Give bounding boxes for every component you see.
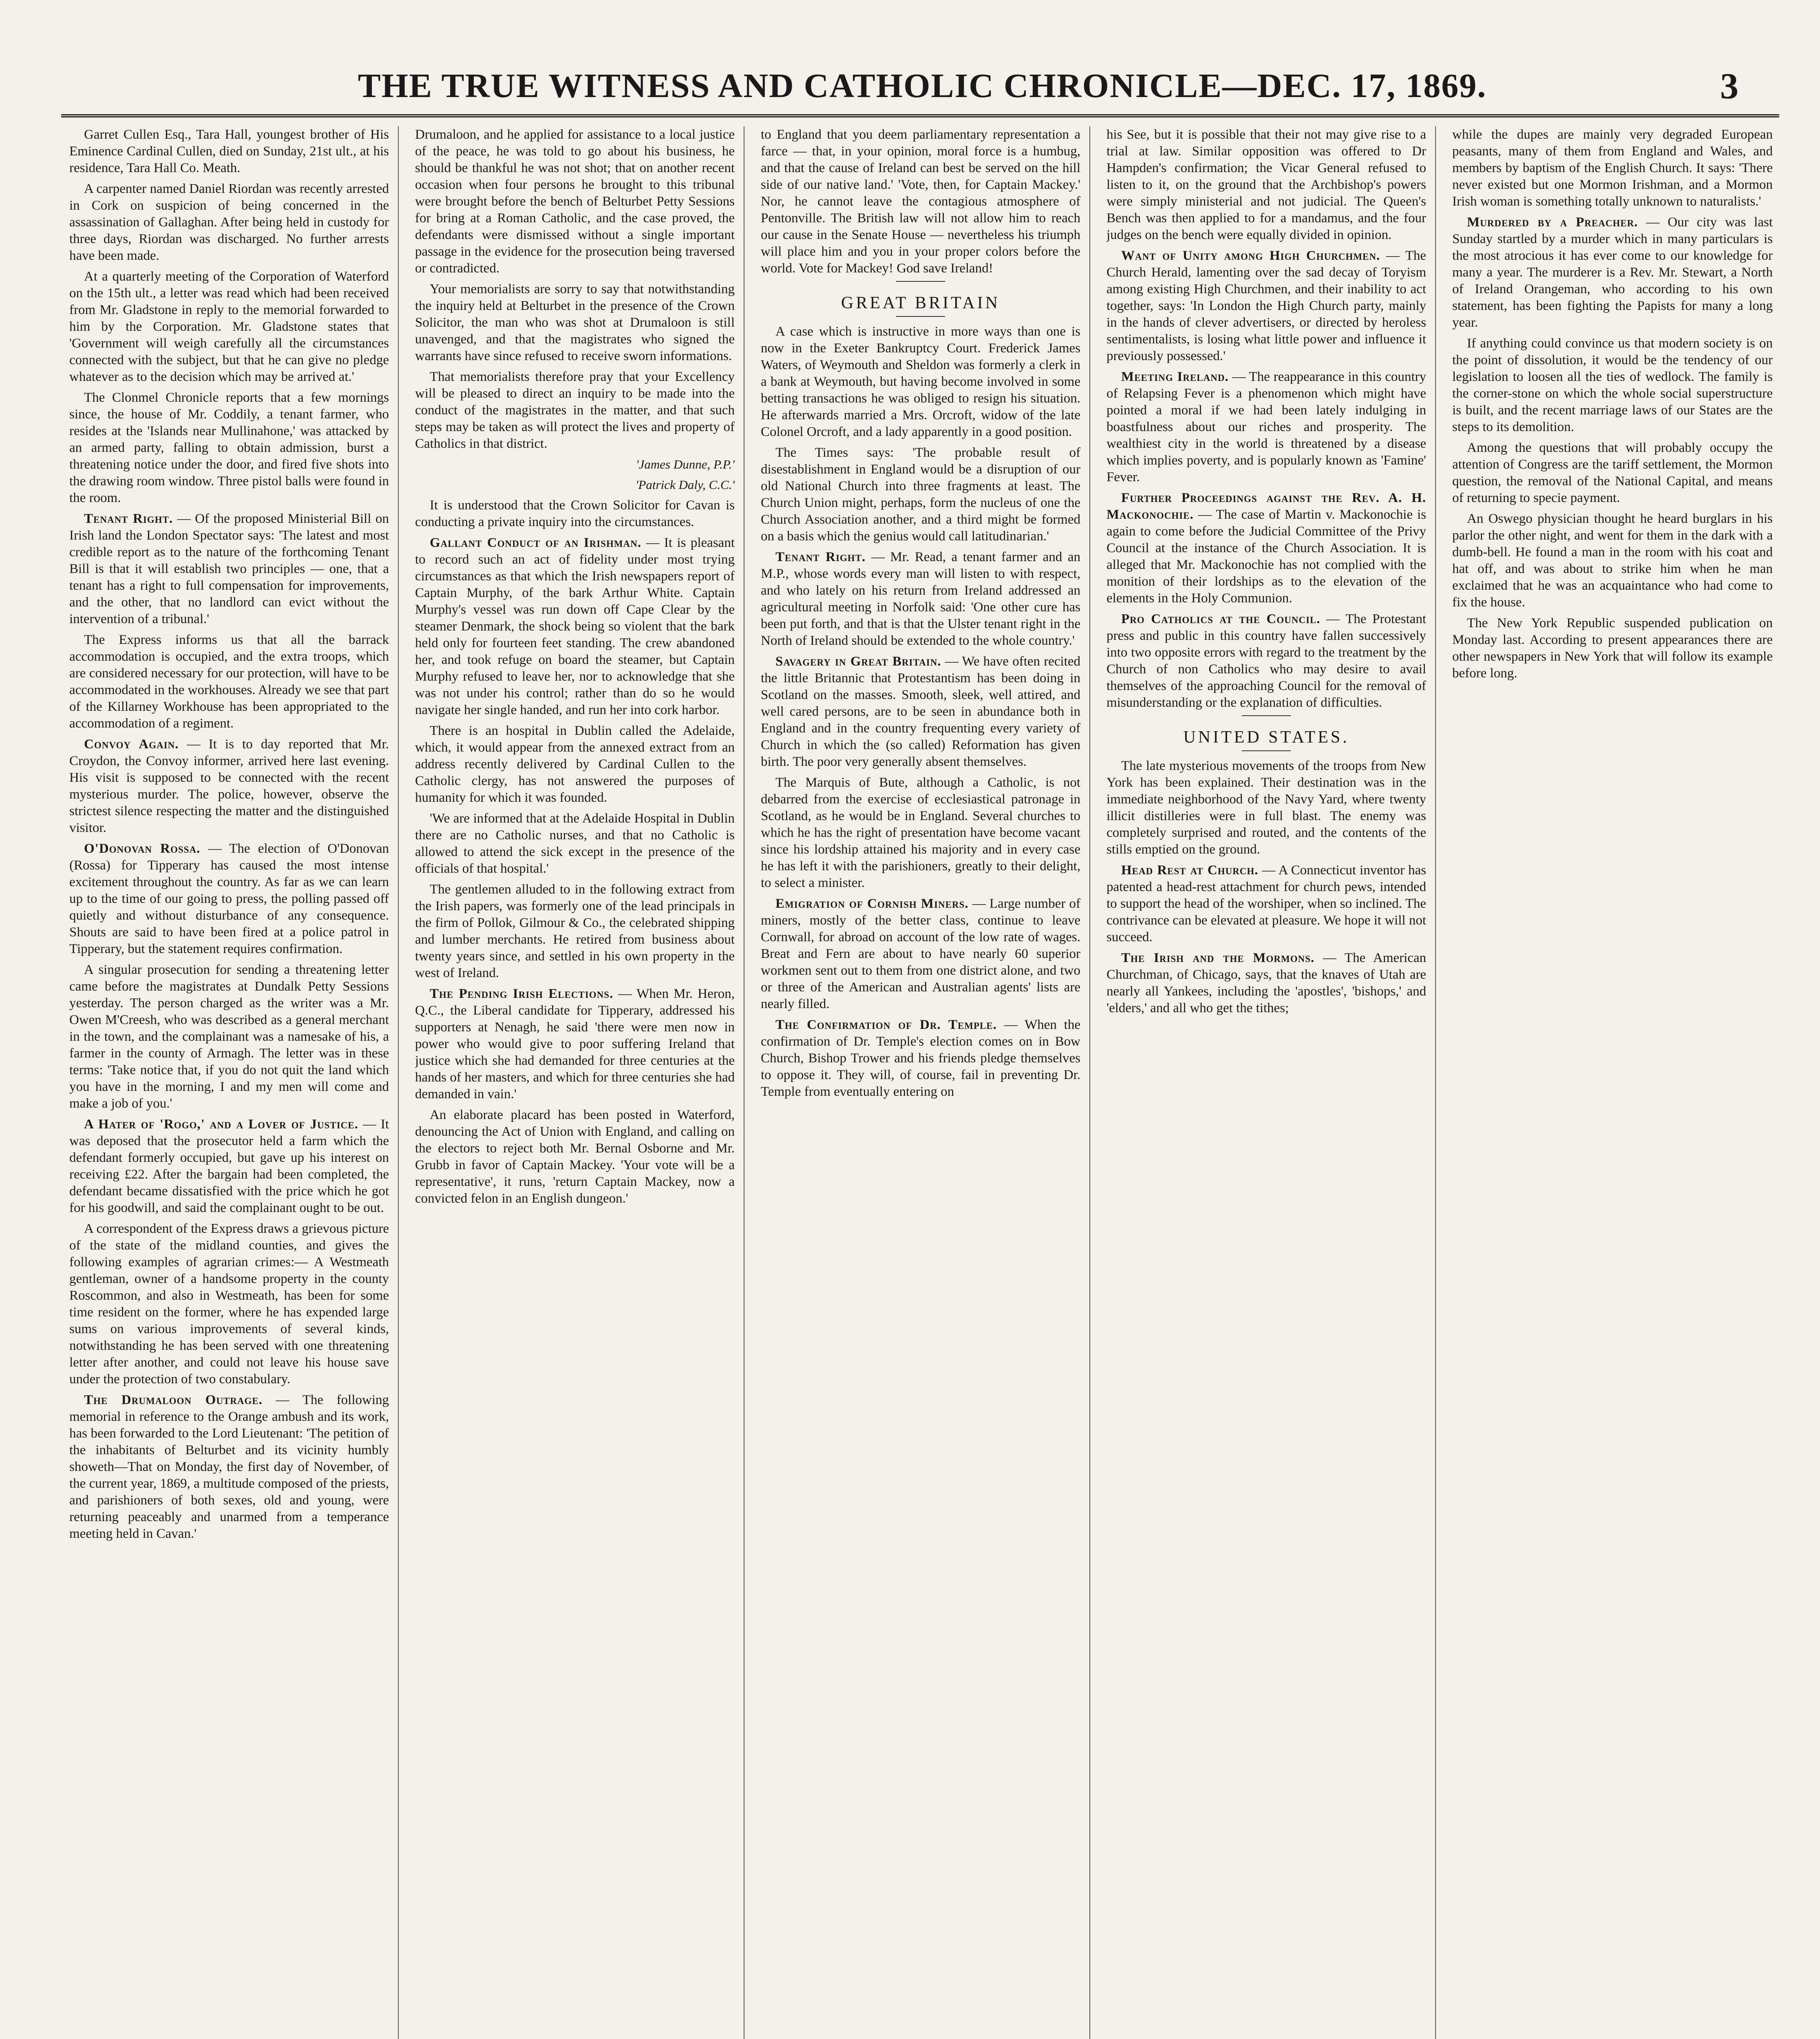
- paragraph: Want of Unity among High Churchmen. — The Church Herald, lamenting over the sad decay of Toryism among existing High Churchmen, and their inability to act together, says: 'In London the High Church party, mainly in the hands of clever advertisers, or directed by heroless sentimentalists, is losing what little power and influence it previously possessed.': [1107, 248, 1426, 363]
- paragraph-body: When the confirmation of Dr. Temple's election comes on in Bow Church, Bishop Trower and his friends pledge themselves to oppose it. They will, of course, fail in preventing Dr. Temple from eventually entering on: [761, 1017, 1081, 1099]
- paragraph: At a quarterly meeting of the Corporation of Waterford on the 15th ult., a letter was read which had been received from Mr. Gladstone in reply to the memorial forwarded to him by the Corporation. Mr. Gladstone states that 'Government will weigh carefully all the circumstances connected with the subject, but that he can give no pledge whatever as to the decision which may be arrived at.': [69, 269, 389, 384]
- paragraph: Savagery in Great Britain. — We have often recited the little Britannic that Protestantism has been doing in Scotland on the masses. Smooth, sleek, well attired, and well cared persons, are to be seen in abundance both in England and in the country frequenting every variety of Church in which the (so called) Reformation has given birth. The poor very generally absent themselves.: [761, 654, 1080, 769]
- paragraph-body: We have often recited the little Britannic that Protestantism has been doing in Scotland on the masses. Smooth, sleek, well attired, and well cared persons, are to be seen in abundance both in England and in the country frequenting every variety of Church in which the (so called) Reformation has given birth. The poor very generally absent themselves.: [761, 654, 1080, 769]
- paragraph-body: When Mr. Heron, Q.C., the Liberal candidate for Tipperary, addressed his supporters at Nenagh, he said 'there were men now in power who would give to poor suffering Ireland that justice which she had demanded for three centuries at the hands of her masters, and which for three centuries she had demanded in vain.': [415, 986, 735, 1101]
- paragraph: The late mysterious movements of the troops from New York has been explained. Their destination was in the immediate neighborhood of the Navy Yard, where twenty illicit distilleries were in full blast. The enemy was completely surprised and routed, and the contents of the stills emptied on the ground.: [1107, 759, 1426, 857]
- paragraph-body: It is to day reported that Mr. Croydon, the Convoy informer, arrived here last evening. His visit is supposed to be connected with the recent mysterious murder. The police, however, observe the strictest silence respecting the matter and the distinguished visitor.: [69, 737, 389, 835]
- paragraph-body: The following memorial in reference to the Orange ambush and its work, has been forwarded to the Lord Lieutenant: 'The petition of the inhabitants of Belturbet and its vicinity humbly showeth—That on Monday, the first day of November, of the current year, 1869, a multitude composed of the priests, and parishioners of both sexes, old and young, were returning peaceably and unarmed from a temperance meeting held in Cavan.': [69, 1393, 389, 1541]
- section-divider: [896, 316, 945, 317]
- signature: 'Patrick Daly, C.C.': [635, 478, 735, 492]
- paragraph: A carpenter named Daniel Riordan was recently arrested in Cork on suspicion of being concerned in the assassination of Gallaghan. After being held in custody for three days, Riordan was discharged. No further arrests have been made.: [69, 181, 389, 263]
- paragraph-lead: The Drumaloon Outrage.: [84, 1393, 263, 1407]
- paragraph-lead: Savagery in Great Britain.: [775, 654, 941, 669]
- paragraph: The Drumaloon Outrage. — The following memorial in reference to the Orange ambush and its work, has been forwarded to the Lord Lieutenant: 'The petition of the inhabitants of Belturbet and its vicinity humbly showeth—That on Monday, the first day of November, of the current year, 1869, a multitude composed of the priests, and parishioners of both sexes, old and young, were returning peaceably and unarmed from a temperance meeting held in Cavan.': [69, 1393, 389, 1541]
- paragraph-lead: The Irish and the Mormons.: [1121, 951, 1315, 965]
- paragraph: his See, but it is possible that their not may give rise to a trial at law. Similar opposition was offered to Dr Hampden's confirmation; the Vicar General refused to listen to it, on the ground that the Archbishop's powers were simply ministerial and not judicial. The Queen's Bench was then applied to for a mandamus, and the four judges on the bench were equally divided in opinion.: [1107, 127, 1426, 242]
- paragraph-lead: Tenant Right.: [84, 511, 173, 526]
- paragraph: Tenant Right. — Of the proposed Ministerial Bill on Irish land the London Spectator says: 'The latest and most credible report as to the nature of the forthcoming Tenant Bill is that it will establish two principles — one, that a tenant has a right to full compensation for improvements, and the other, that no landlord can evict without the intervention of a tribunal.': [69, 511, 389, 626]
- paragraph: Meeting Ireland. — The reappearance in this country of Relapsing Fever is a phenomenon which might have pointed a moral if we had been lately indulging in boastfulness about our riches and prosperity. The wealthiest city in the world is threatened by a disease which implies poverty, and is popularly known as 'Famine' Fever.: [1107, 369, 1426, 484]
- paragraph: Head Rest at Church. — A Connecticut inventor has patented a head-rest attachment for church pews, intended to support the head of the worshiper, when so inclined. The contrivance can be elevated at pleasure. We hope it will not succeed.: [1107, 863, 1426, 944]
- paragraph: Emigration of Cornish Miners. — Large number of miners, mostly of the better class, continue to leave Cornwall, for abroad on account of the low rate of wages. Breat and Fern are about to have nearly 60 superior workmen sent out to them from one district alone, and two or three of the American and Australian agents' lists are nearly filled.: [761, 896, 1081, 1011]
- paragraph: The Irish and the Mormons. — The American Churchman, of Chicago, says, that the knaves of Utah are nearly all Yankees, including the 'apostles', 'bishops,' and 'elders,' and all who get the tithes;: [1107, 951, 1426, 1015]
- paragraph: to England that you deem parliamentary representation a farce — that, in your opinion, moral force is a humbug, and that the cause of Ireland can best be served on the hill side of our native land.' 'Vote, then, for Captain Mackey.' Nor, he cannot leave the contagious atmosphere of Pentonville. The British law will not allow him to reach our cause in the Senate House — nevertheless his triumph will place him and you in your proper colors before the world. Vote for Mackey! God save Ireland!: [761, 127, 1080, 276]
- paragraph: The Pending Irish Elections. — When Mr. Heron, Q.C., the Liberal candidate for Tipperary, addressed his supporters at Nenagh, he said 'there were men now in power who would give to poor suffering Ireland that justice which she had demanded for three centuries at the hands of her masters, and which for three centuries she had demanded in vain.': [415, 986, 735, 1101]
- newspaper-title: THE TRUE WITNESS AND CATHOLIC CHRONICLE—DEC. 17, 1869.: [358, 66, 1487, 105]
- paragraph: If anything could convince us that modern society is on the point of dissolution, it would be the tendency of our legislation to loosen all the ties of wedlock. The family is the corner-stone on which the whole social superstructure is built, and the recent marriage laws of our States are the steps to its demolition.: [1452, 336, 1773, 434]
- paragraph-body: A Connecticut inventor has patented a head-rest attachment for church pews, intended to support the head of the worshiper, when so inclined. The contrivance can be elevated at pleasure. We hope it will not succeed.: [1107, 863, 1426, 944]
- paragraph-body: Of the proposed Ministerial Bill on Irish land the London Spectator says: 'The latest and most credible report as to the nature of the forthcoming Tenant Bill is that it will establish two principles — one, that a tenant has a right to full compensation for improvements, and the other, that no landlord can evict without the intervention of a tribunal.': [69, 511, 389, 626]
- paragraph: The Confirmation of Dr. Temple. — When the confirmation of Dr. Temple's election comes on in Bow Church, Bishop Trower and his friends pledge themselves to oppose it. They will, of course, fail in preventing Dr. Temple from eventually entering on: [761, 1017, 1081, 1099]
- paragraph-lead: Tenant Right.: [775, 550, 866, 564]
- paragraph: An Oswego physician thought he heard burglars in his parlor the other night, and went for them in the dark with a dumb-bell. He found a man in the room with his coat and hat off, and was about to strike him when he man exclaimed that he was an acquaintance who had come to fix the house.: [1452, 511, 1773, 610]
- paragraph-lead: Gallant Conduct of an Irishman.: [430, 535, 642, 550]
- paragraph-body: The reappearance in this country of Relapsing Fever is a phenomenon which might have pointed a moral if we had been lately indulging in boastfulness about our riches and prosperity. The wealthiest city in the world is threatened by a disease which implies poverty, and is popularly known as 'Famine' Fever.: [1107, 369, 1426, 484]
- paragraph-lead: Meeting Ireland.: [1121, 369, 1229, 384]
- paragraph-lead: The Confirmation of Dr. Temple.: [775, 1017, 997, 1032]
- paragraph: Your memorialists are sorry to say that notwithstanding the inquiry held at Belturbet in the presence of the Crown Solicitor, the man who was shot at Drumaloon is still unavenged, and that the magistrates who signed the warrants have since refused to receive sworn informations.: [415, 282, 735, 363]
- column-1: [69, 126, 399, 2039]
- paragraph-body: Our city was last Sunday startled by a murder which in many particulars is the most atrocious it has ever come to our knowledge for many a year. The murderer is a Rev. Mr. Stewart, a North of Ireland Orangeman, who according to his own statement, has been fighting the Papists for many a long year.: [1452, 215, 1773, 330]
- paragraph-lead: Pro Catholics at the Council.: [1121, 612, 1321, 626]
- paragraph: Murdered by a Preacher. — Our city was last Sunday startled by a murder which in many particulars is the most atrocious it has ever come to our knowledge for many a year. The murderer is a Rev. Mr. Stewart, a North of Ireland Orangeman, who according to his own statement, has been fighting the Papists for many a long year.: [1452, 215, 1773, 330]
- paragraph-body: It is pleasant to record such an act of fidelity under most trying circumstances as that which the Irish newspapers report of Captain Murphy, of the bark Arthur White. Captain Murphy's vessel was run down off Cape Clear by the steamer Denmark, the shock being so violent that the bark held only for fourteen feet standing. The crew abandoned her, and took refuge on board the steamer, but Captain Murphy refused to leave her, nor to acknowledge that she was not under his control; rather than do so he would navigate her single handed, and run her into cork harbor.: [415, 535, 735, 717]
- paragraph-body: The case of Martin v. Mackonochie is again to come before the Judicial Committee of the Privy Council at the instance of the Church Association. It is alleged that Mr. Mackonochie has not complied with the monition of their lordships as to the elevation of the elements in the Holy Communion.: [1107, 507, 1427, 606]
- paragraph-lead: Further Proceedings against the Rev. A. H. Mackonochie.: [1107, 491, 1426, 522]
- paragraph: Garret Cullen Esq., Tara Hall, youngest brother of His Eminence Cardinal Cullen, died on Sunday, 21st ult., at his residence, Tara Hall Co. Meath.: [69, 127, 389, 175]
- paragraph-body: The American Churchman, of Chicago, says, that the knaves of Utah are nearly all Yankees, including the 'apostles', 'bishops,' and 'elders,' and all who get the tithes;: [1107, 951, 1426, 1015]
- paragraph: Pro Catholics at the Council. — The Protestant press and public in this country have fallen successively into two opposite errors with regard to the treatment by the Church of non Catholics who may desire to avail themselves of the approaching Council for the removal of misunderstanding or the explanation of difficulties.: [1107, 612, 1426, 710]
- paragraph: The Clonmel Chronicle reports that a few mornings since, the house of Mr. Coddily, a tenant farmer, who resides at the 'Islands near Mullinahone,' was attacked by an armed party, falling to obtain admission, burst a threatening notice under the door, and fired five shots into the drawing room window. Three pistol balls were found in the room.: [69, 390, 389, 505]
- paragraph: Convoy Again. — It is to day reported that Mr. Croydon, the Convoy informer, arrived here last evening. His visit is supposed to be connected with the recent mysterious murder. The police, however, observe the strictest silence respecting the matter and the distinguished visitor.: [69, 737, 389, 835]
- paragraph: The New York Republic suspended publication on Monday last. According to present appearances there are other newspapers in New York that will follow its example before long.: [1452, 616, 1773, 681]
- column-3: [761, 126, 1090, 2039]
- section-heading-great-britain: GREAT BRITAIN: [841, 294, 1001, 312]
- article-columns: [69, 126, 1782, 2039]
- column-5: [1452, 126, 1782, 2039]
- paragraph: An elaborate placard has been posted in Waterford, denouncing the Act of Union with England, and calling on the electors to reject both Mr. Bernal Osborne and Mr. Grubb in favor of Captain Mackey. 'Your vote will be a representative', it runs, 'return Captain Mackey, now a convicted felon in an English dungeon.': [415, 1108, 735, 1206]
- section-divider: [1242, 715, 1291, 716]
- section-heading-united-states: UNITED STATES.: [1183, 728, 1350, 747]
- paragraph: Among the questions that will probably occupy the attention of Congress are the tariff settlement, the Mormon question, the removal of the National Capital, and means of returning to specie payment.: [1452, 440, 1773, 505]
- paragraph: A singular prosecution for sending a threatening letter came before the magistrates at Dundalk Petty Sessions yesterday. The person charged as the writer was a Mr. Owen M'Creesh, who was described as a general merchant in the town, and the complainant was a namesake of his, a farmer in the county of Armagh. The letter was in these terms: 'Take notice that, if you do not quit the land which you have in the morning, I and my men will come and make a job of you.': [69, 962, 389, 1111]
- masthead: [73, 61, 1771, 110]
- paragraph-lead: The Pending Irish Elections.: [430, 986, 614, 1001]
- section-divider: [1242, 750, 1291, 751]
- paragraph: 'We are informed that at the Adelaide Hospital in Dublin there are no Catholic nurses, and that no Catholic is allowed to attend the sick except in the presence of the officials of that hospital.': [415, 811, 735, 876]
- paragraph-lead: Head Rest at Church.: [1121, 863, 1259, 878]
- paragraph: A correspondent of the Express draws a grievous picture of the state of the midland counties, and gives the following examples of agrarian crimes:— A Westmeath gentleman, owner of a handsome property in the county Roscommon, and also in Westmeath, has been for some time resident on the former, where he has expended large sums on various improvements of several kinds, notwithstanding he has been served with one threatening letter after another, and could not leave his house save under the protection of two constabulary.: [69, 1221, 389, 1387]
- paragraph: A Hater of 'Rogo,' and a Lover of Justice. — It was deposed that the prosecutor held a farm which the defendant formerly occupied, but gave up his interest on receiving £22. After the bargain had been completed, the defendant became dissatisfied with the price which he got for his goodwill, and said the complainant ought to be out.: [69, 1117, 389, 1215]
- paragraph-lead: Murdered by a Preacher.: [1467, 215, 1638, 230]
- paragraph-body: Large number of miners, mostly of the better class, continue to leave Cornwall, for abroad on account of the low rate of wages. Breat and Fern are about to have nearly 60 superior workmen sent out to them from one district alone, and two or three of the American and Australian agents' lists are nearly filled.: [761, 896, 1081, 1011]
- paragraph-body: Mr. Read, a tenant farmer and an M.P., whose words every man will listen to with respect, and who lately on his return from Ireland addressed an agricultural meeting in Norfolk said: 'One other cure has been put forth, and that is that the Ulster tenant right in the North of Ireland should be extended to the whole country.': [761, 550, 1080, 648]
- paragraph-body: The Protestant press and public in this country have fallen successively into two opposite errors with regard to the treatment by the Church of non Catholics who may desire to avail themselves of the approaching Council for the removal of misunderstanding or the explanation of difficulties.: [1107, 612, 1426, 710]
- paragraph-body: The Church Herald, lamenting over the sad decay of Toryism among existing High Churchmen, and their inability to act together, says: 'In London the High Church party, mainly in the hands of clever advertisers, or directed by heroless sentimentalists, is losing what little power and influence it previously possessed.': [1107, 248, 1426, 363]
- paragraph: Further Proceedings against the Rev. A. H. Mackonochie. — The case of Martin v. Mackonochie is again to come before the Judicial Committee of the Privy Council at the instance of the Church Association. It is alleged that Mr. Mackonochie has not complied with the monition of their lordships as to the elevation of the elements in the Holy Communion.: [1107, 491, 1427, 606]
- signature: 'James Dunne, P.P.': [636, 457, 735, 471]
- paragraph: The Express informs us that all the barrack accommodation is occupied, and the extra troops, which are considered necessary for our protection, will have to be accommodated in the workhouses. Already we see that part of the Killarney Workhouse has been appropriated to the accommodation of a regiment.: [69, 632, 389, 731]
- paragraph: Gallant Conduct of an Irishman. — It is pleasant to record such an act of fidelity under most trying circumstances as that which the Irish newspapers report of Captain Murphy, of the bark Arthur White. Captain Murphy's vessel was run down off Cape Clear by the steamer Denmark, the shock being so violent that the bark held only for fourteen feet standing. The crew abandoned her, and took refuge on board the steamer, but Captain Murphy refused to leave her, nor to acknowledge that she was not under his control; rather than do so he would navigate her single handed, and run her into cork harbor.: [415, 535, 735, 717]
- paragraph: That memorialists therefore pray that your Excellency will be pleased to direct an inquiry to be made into the conduct of the magistrates in the matter, and that such steps may be taken as will protect the lives and property of Catholics in that district.: [415, 369, 735, 451]
- paragraph-lead: Emigration of Cornish Miners.: [775, 896, 969, 911]
- paragraph: while the dupes are mainly very degraded European peasants, many of them from England and Wales, and members by baptism of the English Church. It says: 'There never existed but one Mormon Irishman, and a Mormon Irish woman is something totally unknown to naturalists.': [1452, 127, 1773, 209]
- masthead-rule: [61, 114, 1779, 117]
- paragraph-lead: Want of Unity among High Churchmen.: [1121, 248, 1380, 263]
- paragraph-lead: O'Donovan Rossa.: [84, 841, 201, 856]
- section-divider: [896, 281, 945, 282]
- paragraph-lead: Convoy Again.: [84, 737, 179, 752]
- paragraph: The Times says: 'The probable result of disestablishment in England would be a disruption of our old National Church into three fragments at least. The Church Union might, perhaps, form the nucleus of one the Church Association another, and a third might be formed on a basis which the genius would call latitudinarian.': [761, 445, 1080, 544]
- paragraph: The Marquis of Bute, although a Catholic, is not debarred from the exercise of ecclesiastical patronage in Scotland, as he would be in England. Several churches to which he has the right of presentation have become vacant since his lordship attained his majority and in every case he has left it with the parishioners, greatly to their delight, to select a minister.: [761, 775, 1080, 890]
- paragraph: O'Donovan Rossa. — The election of O'Donovan (Rossa) for Tipperary has caused the most intense excitement throughout the country. As far as we can learn up to the time of our going to press, the polling passed off quietly and without disturbance of any consequence. Shouts are said to have been fired at a police patrol in Tipperary, but the statement requires confirmation.: [69, 841, 389, 956]
- column-2: [415, 126, 744, 2039]
- paragraph: Drumaloon, and he applied for assistance to a local justice of the peace, he was told to go about his business, he should be thankful he was not shot; that on another recent occasion when four persons he brought to this tribunal were brought before the bench of Belturbet Petty Sessions for bring at a Roman Catholic, and the case proved, the defendants were dismissed without a single important passage in the evidence for the prosecution being traversed or contradicted.: [415, 127, 735, 276]
- paragraph: It is understood that the Crown Solicitor for Cavan is conducting a private inquiry into the circumstances.: [415, 498, 735, 529]
- page-number: 3: [1720, 66, 1738, 106]
- paragraph-lead: A Hater of 'Rogo,' and a Lover of Justice.: [84, 1117, 358, 1132]
- paragraph: Tenant Right. — Mr. Read, a tenant farmer and an M.P., whose words every man will listen to with respect, and who lately on his return from Ireland addressed an agricultural meeting in Norfolk said: 'One other cure has been put forth, and that is that the Ulster tenant right in the North of Ireland should be extended to the whole country.': [761, 550, 1080, 648]
- paragraph-body: It was deposed that the prosecutor held a farm which the defendant formerly occupied, but gave up his interest on receiving £22. After the bargain had been completed, the defendant became dissatisfied with the price which he got for his goodwill, and said the complainant ought to be out.: [69, 1117, 389, 1215]
- paragraph-body: The election of O'Donovan (Rossa) for Tipperary has caused the most intense excitement throughout the country. As far as we can learn up to the time of our going to press, the polling passed off quietly and without disturbance of any consequence. Shouts are said to have been fired at a police patrol in Tipperary, but the statement requires confirmation.: [69, 841, 389, 956]
- column-4: [1107, 126, 1436, 2039]
- paragraph: The gentlemen alluded to in the following extract from the Irish papers, was formerly one of the lead principals in the firm of Pollok, Gilmour & Co., the celebrated shipping and lumber merchants. He retired from business about twenty years since, and settled in his own property in the west of Ireland.: [415, 882, 735, 980]
- paragraph: A case which is instructive in more ways than one is now in the Exeter Bankruptcy Court. Frederick James Waters, of Weymouth and Sheldon was formerly a clerk in a bank at Weymouth, but having become involved in some betting transactions he was obliged to resign his situation. He afterwards married a Mrs. Orcroft, widow of the late Colonel Orcroft, and a lady apparently in a good position.: [761, 324, 1080, 439]
- paragraph: There is an hospital in Dublin called the Adelaide, which, it would appear from the annexed extract from an address recently delivered by Cardinal Cullen to the Catholic clergy, has not answered the purposes of humanity for which it was founded.: [415, 723, 735, 805]
